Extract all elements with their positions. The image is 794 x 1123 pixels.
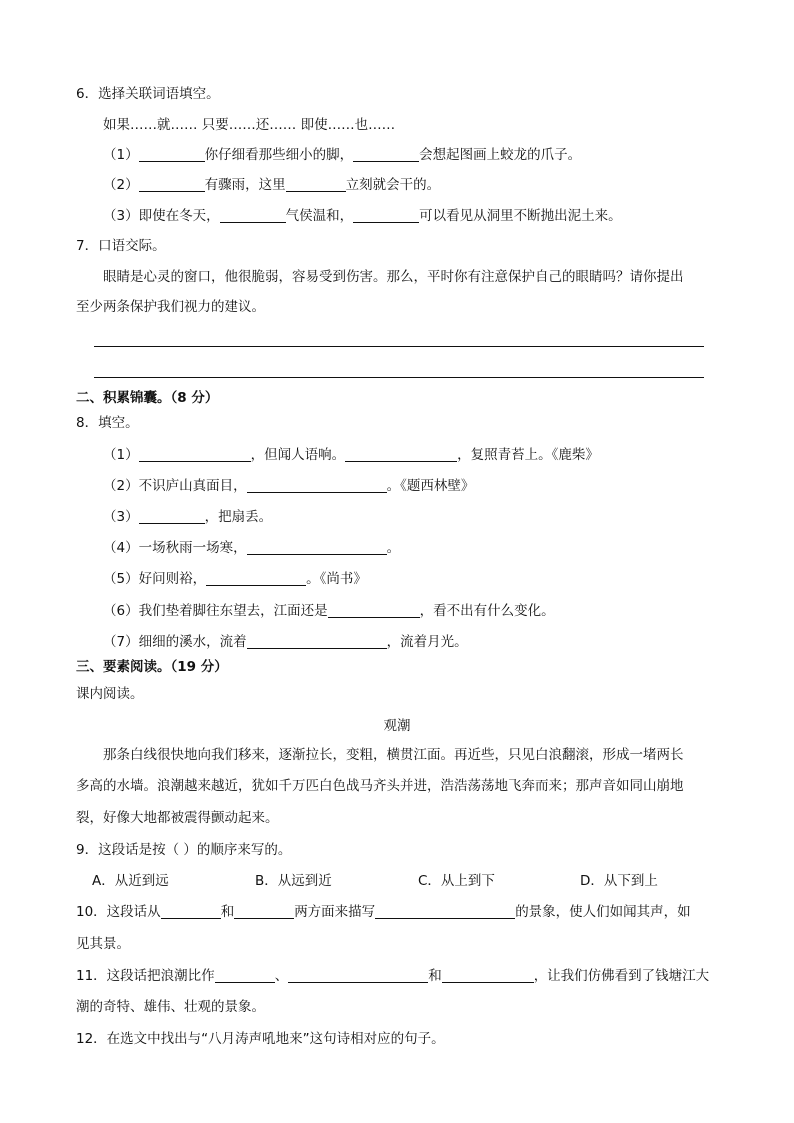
answer-blank[interactable] — [139, 177, 205, 192]
section-3-subtitle: 课内阅读。 — [76, 686, 144, 702]
q8-l2-end: 。《题西林壁》 — [386, 478, 475, 494]
q8-l4-text: （4）一场秋雨一场寒， — [103, 540, 247, 556]
answer-blank[interactable] — [139, 147, 205, 162]
q8-l6-text: （6）我们垫着脚往东望去，江面还是 — [103, 603, 328, 619]
q11-line-2: 潮的奇特、雄伟、壮观的景象。 — [76, 999, 265, 1015]
q9-option-c[interactable]: C．从上到下 — [418, 873, 495, 889]
answer-blank[interactable] — [161, 904, 221, 919]
q11-text-d: ，让我们仿佛看到了钱塘江大 — [533, 968, 710, 984]
q6-s1-text: 你仔细看那些细小的脚， — [204, 147, 354, 163]
answer-line-1[interactable] — [94, 346, 704, 347]
q6-s3-text: 气侯温和， — [285, 208, 354, 224]
q6-s3-label: （3）即使在冬天， — [103, 208, 220, 224]
q12-title: 12．在选文中找出与“八月涛声吼地来”这句诗相对应的句子。 — [76, 1031, 445, 1047]
answer-blank[interactable] — [139, 447, 251, 462]
q6-options: 如果……就…… 只要……还…… 即使……也…… — [103, 117, 396, 133]
q6-s2-text: 有骤雨，这里 — [204, 177, 286, 193]
q8-line-2 — [103, 476, 474, 496]
q8-l1-end: ，复照青苔上。《鹿柴》 — [457, 447, 599, 463]
answer-blank[interactable] — [247, 478, 387, 493]
section-3-heading: 三、要素阅读。（19 分） — [76, 659, 228, 675]
q11-line-1 — [76, 966, 709, 986]
answer-blank[interactable] — [328, 603, 420, 618]
q8-line-1 — [103, 445, 599, 465]
answer-blank[interactable] — [139, 509, 205, 524]
q8-l5-end: 。《尚书》 — [306, 571, 367, 587]
q7-paragraph-1: 眼睛是心灵的窗口，他很脆弱，容易受到伤害。那么，平时你有注意保护自己的眼睛吗？请你提出 — [103, 269, 684, 285]
answer-blank[interactable] — [220, 208, 286, 223]
answer-blank[interactable] — [215, 968, 275, 983]
q8-title: 8．填空。 — [76, 415, 139, 431]
q6-s2-label: （2） — [103, 177, 139, 193]
answer-blank[interactable] — [288, 968, 428, 983]
q8-l6-end: ，看不出有什么变化。 — [419, 603, 555, 619]
q8-l1-label: （1） — [103, 447, 139, 463]
q7-title: 7．口语交际。 — [76, 238, 166, 254]
q6-title: 6．选择关联词语填空。 — [76, 86, 220, 102]
q8-line-5 — [103, 569, 367, 589]
answer-blank[interactable] — [206, 571, 306, 586]
q8-line-6 — [103, 601, 555, 621]
q8-l3-end: ，把扇丢。 — [204, 509, 273, 525]
q8-l7-text: （7）细细的溪水，流着 — [103, 634, 247, 650]
answer-blank[interactable] — [442, 968, 534, 983]
q9-title: 9．这段话是按（ ）的顺序来写的。 — [76, 842, 292, 858]
answer-blank[interactable] — [234, 904, 294, 919]
q8-line-7 — [103, 632, 468, 652]
passage-line-1: 那条白线很快地向我们移来，逐渐拉长，变粗，横贯江面。再近些，只见白浪翻滚，形成一堵两长 — [103, 747, 684, 763]
q6-s3-end: 可以看见从洞里不断抛出泥土来。 — [419, 208, 622, 224]
q8-l5-text: （5）好问则裕， — [103, 571, 207, 587]
q11-text-a: 11．这段话把浪潮比作 — [76, 968, 215, 984]
q9-option-a[interactable]: A．从近到远 — [92, 873, 169, 889]
q9-option-d[interactable]: D．从下到上 — [580, 873, 658, 889]
answer-blank[interactable] — [353, 208, 419, 223]
answer-blank[interactable] — [353, 147, 419, 162]
answer-blank[interactable] — [247, 634, 387, 649]
q8-l1-text: ，但闻人语响。 — [250, 447, 346, 463]
q11-text-c: 和 — [428, 968, 442, 984]
passage-line-3: 裂，好像大地都被震得颤动起来。 — [76, 810, 279, 826]
answer-line-2[interactable] — [94, 377, 704, 378]
q8-line-4 — [103, 538, 400, 558]
q8-l4-end: 。 — [386, 540, 401, 556]
passage-line-2: 多高的水墙。浪潮越来越近，犹如千万匹白色战马齐头并进，浩浩荡荡地飞奔而来；那声音如同山崩地 — [76, 778, 684, 794]
q10-line-2: 见其景。 — [76, 936, 130, 952]
answer-blank[interactable] — [345, 447, 457, 462]
q6-sentence-1 — [103, 145, 581, 165]
answer-blank[interactable] — [286, 177, 346, 192]
q6-s1-end: 会想起图画上蛟龙的爪子。 — [419, 147, 582, 163]
q8-l3-label: （3） — [103, 509, 139, 525]
q6-sentence-3 — [103, 206, 622, 226]
q8-line-3 — [103, 507, 272, 527]
q11-text-b: 、 — [274, 968, 289, 984]
q8-l2-text: （2）不识庐山真面目， — [103, 478, 247, 494]
q10-text-c: 两方面来描写 — [294, 904, 376, 920]
q6-s2-end: 立刻就会干的。 — [345, 177, 441, 193]
q8-l7-end: ，流着月光。 — [386, 634, 468, 650]
q10-line-1 — [76, 902, 691, 922]
q10-text-d: 的景象，使人们如闻其声，如 — [515, 904, 691, 920]
q9-option-b[interactable]: B．从远到近 — [255, 873, 332, 889]
answer-blank[interactable] — [247, 540, 387, 555]
q6-sentence-2 — [103, 175, 440, 195]
q10-text-b: 和 — [220, 904, 235, 920]
q6-s1-label: （1） — [103, 147, 139, 163]
answer-blank[interactable] — [375, 904, 515, 919]
passage-title: 观潮 — [383, 718, 411, 734]
q10-text-a: 10．这段话从 — [76, 904, 161, 920]
section-2-heading: 二、积累锦囊。（8 分） — [76, 390, 219, 406]
q7-paragraph-2: 至少两条保护我们视力的建议。 — [76, 299, 265, 315]
